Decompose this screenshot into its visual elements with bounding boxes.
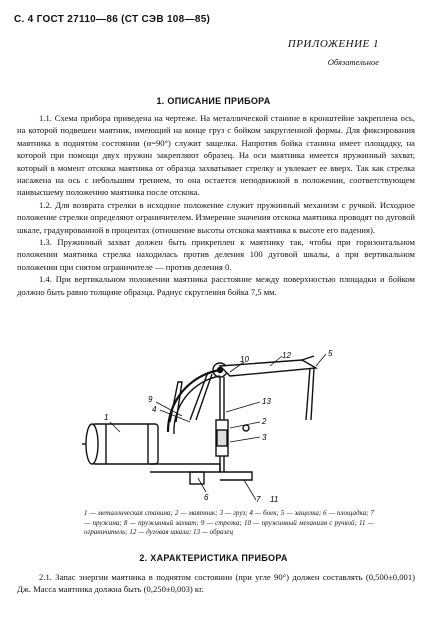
legend-text: 1 — металлическая станина; 2 — маятник; 3 — груз; 4 — боек; 5 — защелка; 6 — площадка; 7 — пружина; 8 — пружинный захват; 9 — стрелка; 10 — пружинный механизм с ручкой; 11 — ограничитель; 12 — дуговая шкала; 13 — образец <box>84 509 374 537</box>
page-header: С. 4 ГОСТ 27110—86 (СТ СЭВ 108—85) <box>14 14 211 25</box>
callout-9: 9 <box>148 395 153 404</box>
callout-5: 5 <box>328 349 333 358</box>
callout-11: 11 <box>270 495 279 504</box>
appendix-subtitle: Обязательное <box>327 57 379 67</box>
callout-3: 3 <box>262 433 267 442</box>
device-drawing <box>70 349 360 507</box>
section-1-body <box>17 112 415 298</box>
paragraph-1-4: 1.4. При вертикальном положении маятника расстояние между поверхностью площадки и бойком должно быть равно толщине образца. Радиус скругления бойка 7,5 мм. <box>17 274 415 297</box>
paragraph-2-1: 2.1. Запас энергии маятника в поднятом состоянии (при угле 90°) должен составлять (0,500±0,001) Дж. Масса маятника должна быть (0,250±0,003) кг. <box>17 572 415 595</box>
appendix-block <box>288 38 379 67</box>
paragraph-1-3: 1.3. Пружинный захват должен быть прикреплен к маятнику так, чтобы при горизонтальном положении маятника стрелка находилась против деления 100 дуговой шкалы, а при вертикальном положении при снятом ограничителе — против деления 0. <box>17 237 415 272</box>
callout-4: 4 <box>152 405 157 414</box>
callout-12: 12 <box>282 351 291 360</box>
figure-legend <box>84 509 374 538</box>
section-2-body <box>17 571 415 596</box>
callout-6: 6 <box>204 493 209 502</box>
section-2-title: 2. ХАРАКТЕРИСТИКА ПРИБОРА <box>139 553 288 563</box>
callout-7: 7 <box>256 495 261 504</box>
appendix-title: ПРИЛОЖЕНИЕ 1 <box>287 38 379 50</box>
section-1-title: 1. ОПИСАНИЕ ПРИБОРА <box>156 96 271 106</box>
callout-2: 2 <box>262 417 267 426</box>
paragraph-1-1: 1.1. Схема прибора приведена на чертеже. На металлической станине в кронштейне закреплена ось, на которой подвешен маятник, имеющий на конце груз с бойком закругленной формы. Для фиксирования маятника в поднятом состоянии (α=90°) служит защелка. Напротив бойка станина имеет площадку, на которой при помощи двух пружин закрепляют образец. На оси маятника имеется пружинный захват, который в момент отскока маятника от образца захватывает стрелку и увлекает ее вверх. Так как стрелка насажена на ось с небольшим трением, то она остается неподвижной в положении, соответствующем наивысшему положению маятника после отскока. <box>17 113 415 198</box>
paragraph-1-2: 1.2. Для возврата стрелки в исходное положение служит пружинный механизм с ручкой. Исходное положение стрелки определяют ограничителем. Измерение значения отскока маятника проводят по дуговой шкале, градуированной в процентах (отношение высоты отскока маятника к высоте его падения). <box>17 199 415 235</box>
callout-13: 13 <box>262 397 271 406</box>
callout-10: 10 <box>240 355 249 364</box>
callout-1: 1 <box>104 413 109 422</box>
